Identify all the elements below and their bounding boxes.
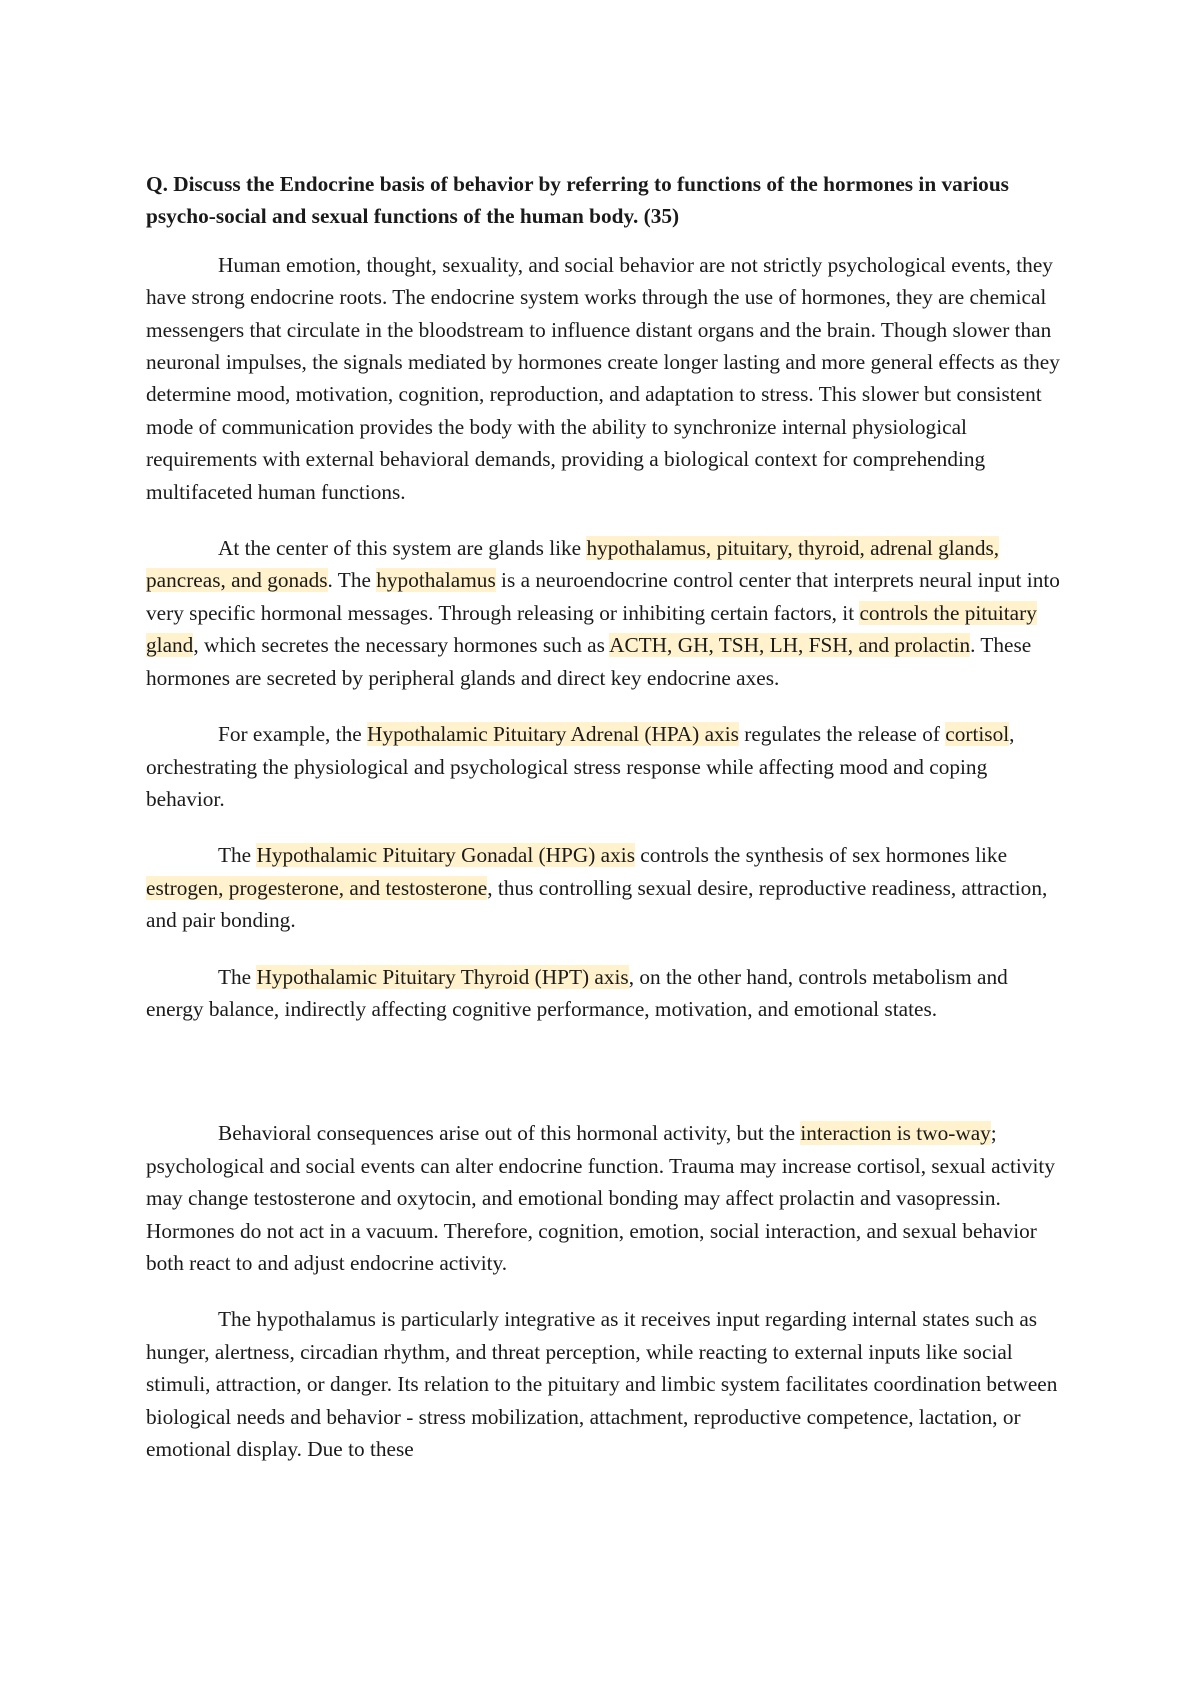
paragraph-text: Behavioral consequences arise out of this hormonal activity, but the	[218, 1121, 801, 1146]
body-paragraph	[146, 839, 1066, 936]
paragraph-text: Human emotion, thought, sexuality, and social behavior are not strictly psychological events, they have strong endocrine roots. The endocrine system works through the use of hormones, they are chemical messengers that circulate in the bloodstream to influence distant organs and the brain. Though slower than neuronal impulses, the signals mediated by hormones create longer lasting and more general effects as they determine mood, motivation, cognition, reproduction, and adaptation to stress. This slower but consistent mode of communication provides the body with the ability to synchronize internal physiological requirements with external behavioral demands, providing a biological context for comprehending multifaceted human functions.	[146, 252, 1060, 504]
document-body	[146, 168, 1066, 1489]
body-paragraph	[146, 718, 1066, 815]
question-title: Q. Discuss the Endocrine basis of behavior by referring to functions of the hormones in various psycho-social and sexual functions of the human body. (35)	[146, 172, 1009, 229]
highlighted-text: cortisol	[945, 722, 1010, 747]
section-gap	[146, 1049, 1066, 1117]
highlighted-text: Hypothalamic Pituitary Gonadal (HPG) axis	[256, 843, 635, 868]
paragraph-text: controls the synthesis of sex hormones like	[634, 843, 1008, 868]
paragraph-text: , which secretes the necessary hormones such as	[193, 633, 610, 658]
paragraph-text: ; psychological and social events can alter endocrine function. Trauma may increase cortisol, sexual activity may change testosterone and oxytocin, and emotional bonding may affect prolactin and vasopressin. Hormones do not act in a vacuum. Therefore, cognition, emotion, social interaction, and sexual behavior both react to and adjust endocrine activity.	[146, 1121, 1055, 1275]
paragraph-text: . The	[327, 568, 377, 593]
highlighted-text: hypothalamus, pituitary, thyroid, adrenal glands, pancreas, and gonads	[146, 536, 1000, 593]
body-paragraph	[146, 1303, 1066, 1465]
paragraph-text: , orchestrating the physiological and psychological stress response while affecting mood and coping behavior.	[146, 722, 1015, 811]
paragraph-text: The	[218, 843, 257, 868]
paragraph-list	[146, 249, 1066, 1466]
body-paragraph	[146, 532, 1066, 694]
highlighted-text: estrogen, progesterone, and testosterone	[146, 875, 488, 900]
paragraph-text: At the center of this system are glands like	[218, 536, 587, 561]
highlighted-text: Hypothalamic Pituitary Thyroid (HPT) axis	[256, 964, 629, 989]
body-paragraph	[146, 249, 1066, 508]
highlighted-text: ACTH, GH, TSH, LH, FSH, and prolactin	[609, 633, 971, 658]
paragraph-text: regulates the release of	[738, 722, 946, 747]
body-paragraph	[146, 1117, 1066, 1279]
highlighted-text: Hypothalamic Pituitary Adrenal (HPA) axis	[367, 722, 739, 747]
highlighted-text: hypothalamus	[376, 568, 496, 593]
paragraph-text: For example, the	[218, 722, 368, 747]
paragraph-text: , on the other hand, controls metabolism and energy balance, indirectly affecting cognitive performance, motivation, and emotional states.	[146, 964, 1008, 1021]
paragraph-text: . These hormones are secreted by peripheral glands and direct key endocrine axes.	[146, 633, 1032, 690]
highlighted-text: controls the pituitary gland	[146, 600, 1037, 658]
paragraph-text: The hypothalamus is particularly integrative as it receives input regarding internal states such as hunger, alertness, circadian rhythm, and threat perception, while reacting to external inputs like social stimuli, attraction, or danger. Its relation to the pituitary and limbic system facilitates coordination between biological needs and behavior - stress mobilization, attachment, reproductive competence, lactation, or emotional display. Due to these	[146, 1307, 1058, 1461]
body-paragraph	[146, 961, 1066, 1026]
highlighted-text: interaction is two-way	[800, 1121, 991, 1146]
paragraph-text: , thus controlling sexual desire, reproductive readiness, attraction, and pair bonding.	[146, 875, 1048, 933]
paragraph-text: is a neuroendocrine control center that interprets neural input into very specific hormonal messages. Through releasing or inhibiting certain factors, it	[146, 568, 1060, 625]
paragraph-text: The	[218, 964, 257, 989]
